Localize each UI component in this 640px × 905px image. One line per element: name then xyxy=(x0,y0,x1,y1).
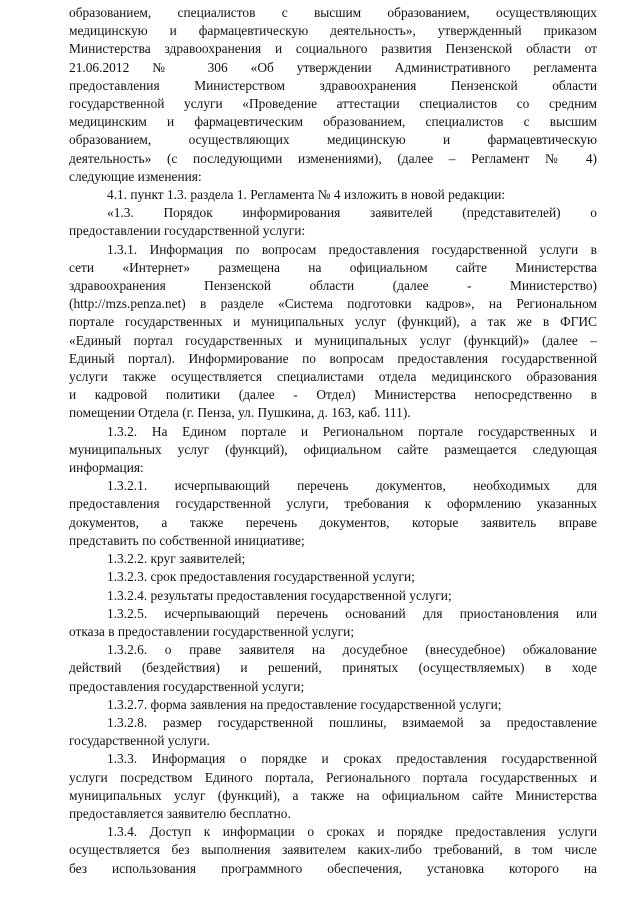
text-line: услуги также осуществляется специалистами отдела медицинского образования xyxy=(69,369,597,385)
text-line: портале государственных и муниципальных услуг (функций), а так же в ФГИС xyxy=(69,314,597,330)
text-line: 4.1. пункт 1.3. раздела 1. Регламента № 4 изложить в новой редакции: xyxy=(107,187,506,203)
text-line: 21.06.2012 № 306 «Об утверждении Административного регламента xyxy=(69,59,597,75)
text-line: образованием, осуществляющих медицинскую и фармацевтическую xyxy=(69,132,597,148)
text-line: образованием, специалистов с высшим образованием, осуществляющих xyxy=(69,5,597,20)
text-line: без использования программного обеспечения, установка которого на xyxy=(69,860,597,876)
text-line: 1.3.4. Доступ к информации о сроках и порядке предоставления услуги xyxy=(107,824,597,840)
text-line: 1.3.2.3. срок предоставления государственной услуги; xyxy=(107,569,415,585)
text-line: медицинским и фармацевтическим образованием, специалистов с высшим xyxy=(69,114,597,130)
text-line: услуги посредством Единого портала, Регионального портала государственных и xyxy=(69,769,597,785)
text-line: и кадровой политики (далее - Отдел) Министерства непосредственно в xyxy=(69,387,597,403)
text-line: действий (бездействия) и решений, принятых (осуществляемых) в ходе xyxy=(69,660,597,676)
text-line: осуществляется без выполнения заявителем каких-либо требований, в том числе xyxy=(69,842,597,858)
text-line: 1.3.2.7. форма заявления на предоставление государственной услуги; xyxy=(107,696,502,712)
text-line: государственной услуги «Проведение аттестации специалистов со средним xyxy=(69,96,597,112)
text-line: следующие изменения: xyxy=(69,168,202,184)
text-line: медицинскую и фармацевтическую деятельность», утвержденный приказом xyxy=(69,23,597,39)
text-line: предоставления государственной услуги; xyxy=(69,678,305,694)
text-line: Единый портал). Информирование по вопросам предоставления государственной xyxy=(69,350,597,366)
text-line: предоставления Министерством здравоохранения Пензенской области xyxy=(69,77,597,93)
text-line: предоставлении государственной услуги: xyxy=(69,223,306,239)
text-line: муниципальных услуг (функций), официальном сайте размещается следующая xyxy=(69,441,597,457)
text-line: муниципальных услуг (функций), а также на официальном сайте Министерства xyxy=(69,787,597,803)
text-line: информация: xyxy=(69,460,144,476)
text-line: 1.3.2. На Едином портале и Региональном портале государственных и xyxy=(107,423,597,439)
text-line: представить по собственной инициативе; xyxy=(69,532,305,548)
text-line: 1.3.3. Информация о порядке и сроках предоставления государственной xyxy=(107,751,597,767)
text-line: «1.3. Порядок информирования заявителей (представителей) о xyxy=(107,205,597,221)
text-line: здравоохранения Пензенской области (далее - Министерство) xyxy=(69,278,597,294)
text-line: 1.3.2.4. результаты предоставления государственной услуги; xyxy=(107,587,452,603)
document-body xyxy=(69,4,597,878)
text-line: предоставляется заявителю бесплатно. xyxy=(69,805,291,821)
text-line: 1.3.2.6. о праве заявителя на досудебное (внесудебное) обжалование xyxy=(107,642,597,658)
text-line: Министерства здравоохранения и социального развития Пензенской области от xyxy=(69,41,597,57)
text-line: государственной услуги. xyxy=(69,733,210,749)
text-line: «Единый портал государственных и муниципальных услуг (функций)» (далее – xyxy=(69,332,597,348)
text-line: 1.3.2.2. круг заявителей; xyxy=(107,551,246,567)
text-line: предоставления государственной услуги, требования к оформлению указанных xyxy=(69,496,597,512)
text-line: (http://mzs.penza.net) в разделе «Система подготовки кадров», на Региональном xyxy=(69,296,597,312)
text-line: помещении Отдела (г. Пенза, ул. Пушкина, д. 163, каб. 111). xyxy=(69,405,411,421)
text-line: 1.3.2.1. исчерпывающий перечень документов, необходимых для xyxy=(107,478,597,494)
text-line: 1.3.2.8. размер государственной пошлины, взимаемой за предоставление xyxy=(107,714,597,730)
text-line: сети «Интернет» размещена на официальном сайте Министерства xyxy=(69,259,597,275)
text-line: деятельность» (с последующими изменениями), (далее – Регламент № 4) xyxy=(69,150,597,166)
text-line: отказа в предоставлении государственной услуги; xyxy=(69,623,355,639)
text-line: документов, а также перечень документов, которые заявитель вправе xyxy=(69,514,597,530)
text-line: 1.3.2.5. исчерпывающий перечень оснований для приостановления или xyxy=(107,605,597,621)
text-line: 1.3.1. Информация по вопросам предоставления государственной услуги в xyxy=(107,241,597,257)
